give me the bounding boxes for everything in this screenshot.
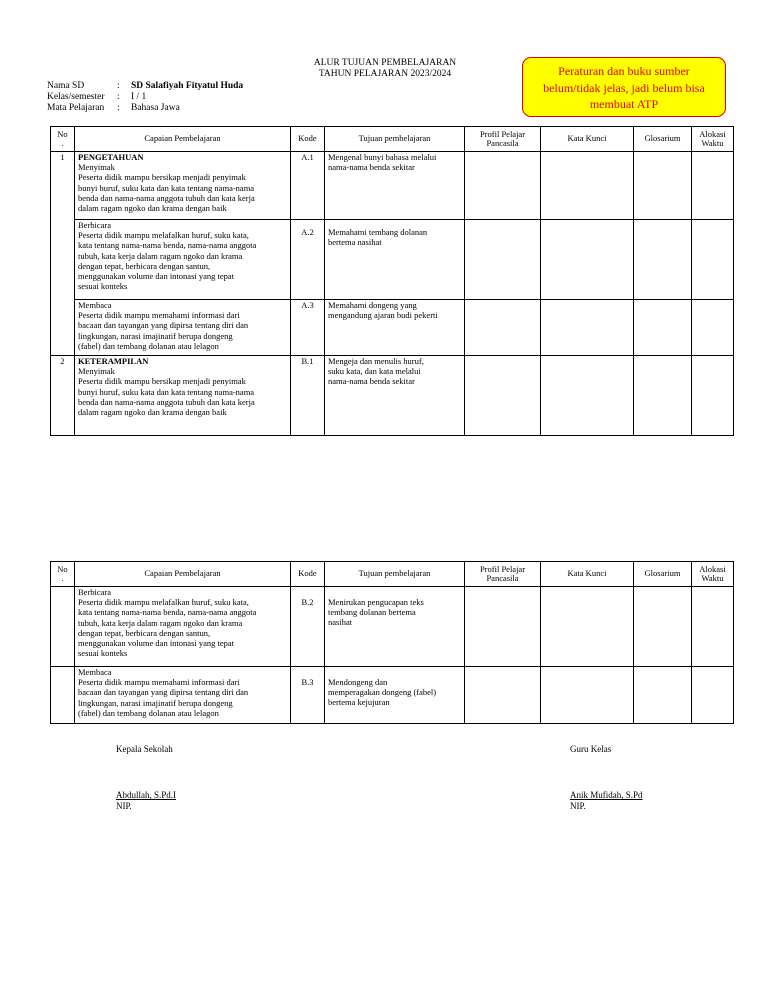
table-row [51,587,734,667]
header-cp: Capaian Pembelajaran [75,562,291,587]
header-glosarium: Glosarium [634,562,692,587]
alokasi-cell [692,300,734,356]
tp-cell: Mengenal bunyi bahasa melalui nama-nama benda sekitar [325,152,465,220]
title-line-1: ALUR TUJUAN PEMBELAJARAN [313,58,457,68]
header-kode: Kode [291,562,325,587]
table-row [51,356,734,436]
header-no: No . [51,127,75,152]
right-name: Anik Mufidah, S.Pd [570,790,643,800]
kata-kunci-cell [541,667,634,724]
school-label: Nama SD [47,81,85,91]
header-profil: Profil Pelajar Pancasila [465,127,541,152]
table-row [51,667,734,724]
alokasi-cell [692,587,734,667]
left-role: Kepala Sekolah [116,744,173,754]
header-no: No . [51,562,75,587]
row-number: 1 [51,152,75,356]
table-row [51,300,734,356]
glosarium-cell [634,667,692,724]
tp-cell: Menirukan pengucapan teks tembang dolanan bertema nasihat [325,587,465,667]
profil-cell [465,587,541,667]
right-role: Guru Kelas [570,744,612,754]
table-header-row [51,127,734,152]
tp-cell: Mengeja dan menulis huruf, suku kata, dan kata melalui nama-nama benda sekitar [325,356,465,436]
cp-cell: Membaca Peserta didik mampu memahami informasi dari bacaan dan tayangan yang dipirsa tentang diri dan lingkungan, narasi imajinatif berupa dongeng (fabel) dan tembang dolanan atau lelagon [75,300,291,356]
profil-cell [465,152,541,220]
info-row-school [47,81,243,92]
class-value: I / 1 [131,92,147,102]
tp-cell: Memahami tembang dolanan bertema nasihat [325,220,465,300]
table-row [51,152,734,220]
kata-kunci-cell [541,356,634,436]
kata-kunci-cell [541,152,634,220]
row-number [51,587,75,667]
cp-cell: Berbicara Peserta didik mampu melafalkan huruf, suku kata, kata tentang nama-nama benda, nama-nama anggota tubuh, kata kerja dalam ragam ngoko dan krama dengan tepat, berbicara dengan santun, menggunakan volume dan intonasi yang tepat sesuai konteks [75,220,291,300]
header-kata-kunci: Kata Kunci [541,562,634,587]
glosarium-cell [634,152,692,220]
subject-value: Bahasa Jawa [131,103,180,113]
colon: : [117,92,120,102]
title-line-2: TAHUN PELAJARAN 2023/2024 [318,69,452,79]
glosarium-cell [634,587,692,667]
header-tp: Tujuan pembelajaran [325,127,465,152]
section-title: PENGETAHUAN [78,152,144,162]
header-kode: Kode [291,127,325,152]
note-line-1: Peraturan dan buku sumber [558,64,690,78]
school-value: SD Salafiyah Fityatul Huda [131,81,244,91]
section-title: KETERAMPILAN [78,356,149,366]
profil-cell [465,300,541,356]
kode-cell: A.2 [291,220,325,300]
alokasi-cell [692,152,734,220]
info-row-subject [47,103,243,114]
signature-left [116,744,176,812]
kode-cell: A.3 [291,300,325,356]
colon: : [117,81,120,91]
kode-cell: A.1 [291,152,325,220]
tp-cell: Mendongeng dan memperagakan dongeng (fabel) bertema kejujuran [325,667,465,724]
cp-cell: Membaca Peserta didik mampu memahami informasi dari bacaan dan tayangan yang dipirsa tentang diri dan lingkungan, narasi imajinatif berupa dongeng (fabel) dan tembang dolanan atau lelagon [75,667,291,724]
atp-table-1 [50,126,734,436]
profil-cell [465,356,541,436]
kata-kunci-cell [541,587,634,667]
subject-label: Mata Pelajaran [47,103,105,113]
warning-note [522,57,726,117]
header-alokasi: Alokasi Waktu [692,562,734,587]
note-line-3: membuat ATP [589,97,659,111]
cp-cell: KETERAMPILAN Menyimak Peserta didik mampu bersikap menjadi penyimak bunyi huruf, suku kata dan kata tentang nama-nama benda dan nama-nama anggota tubuh dan kata kerja dalam ragam ngoko dan krama dengan baik [75,356,291,436]
header-kata-kunci: Kata Kunci [541,127,634,152]
kode-cell: B.3 [291,667,325,724]
header-alokasi: Alokasi Waktu [692,127,734,152]
kata-kunci-cell [541,220,634,300]
header-tp: Tujuan pembelajaran [325,562,465,587]
cp-cell: PENGETAHUAN Menyimak Peserta didik mampu bersikap menjadi penyimak bunyi huruf, suku kata dan kata tentang nama-nama benda dan nama-nama anggota tubuh dan kata kerja dalam ragam ngoko dan krama dengan baik [75,152,291,220]
table-row [51,220,734,300]
glosarium-cell [634,356,692,436]
kata-kunci-cell [541,300,634,356]
row-number [51,667,75,724]
glosarium-cell [634,300,692,356]
alokasi-cell [692,667,734,724]
cp-cell: Berbicara Peserta didik mampu melafalkan huruf, suku kata, kata tentang nama-nama benda, nama-nama anggota tubuh, kata kerja dalam ragam ngoko dan krama dengan tepat, berbicara dengan santun, menggunakan volume dan intonasi yang tepat sesuai konteks [75,587,291,667]
header-cp: Capaian Pembelajaran [75,127,291,152]
tp-cell: Memahami dongeng yang mengandung ajaran budi pekerti [325,300,465,356]
note-line-2: belum/tidak jelas, jadi belum bisa [543,80,705,95]
colon: : [117,103,120,113]
profil-cell [465,667,541,724]
signature-right [570,744,643,812]
info-row-class [47,92,243,103]
atp-table-2 [50,561,734,724]
profil-cell [465,220,541,300]
kode-cell: B.2 [291,587,325,667]
right-nip: NIP. [570,801,586,811]
glosarium-cell [634,220,692,300]
left-nip: NIP. [116,801,132,811]
school-info [47,81,243,114]
class-label: Kelas/semester [47,92,105,102]
alokasi-cell [692,356,734,436]
row-number: 2 [51,356,75,436]
left-name: Abdullah, S.Pd.I [116,790,177,800]
header-glosarium: Glosarium [634,127,692,152]
table-header-row [51,562,734,587]
alokasi-cell [692,220,734,300]
header-profil: Profil Pelajar Pancasila [465,562,541,587]
kode-cell: B.1 [291,356,325,436]
document-title [250,58,520,80]
